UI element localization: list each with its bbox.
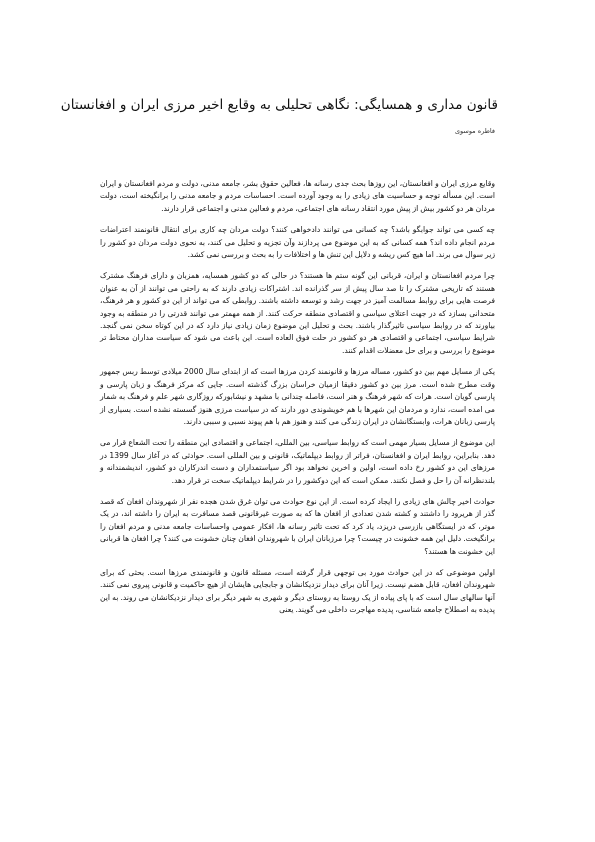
paragraph: حوادث اخیر چالش های زیادی را ایجاد کرده است. از این نوع حوادث می توان غرق شدن هجده نفر از شهروندان افغان که قصد گذر از هریرود را داشتند و کشته شدن تعدادی از افغان ها که به صورت غیرقانونی قصد مسافرت به ایران را داشته اند، در یک موتر، که در ایستگاهی بازرسی دریزد، یاد کرد که تحت تاثیر رسانه ها، افکار عمومی واحساسات جامعه مدنی و مردم افغان را برانگیخت. دلیل این همه خشونت در چیست؟ چرا مرزبانان ایران با شهروندان افغان چنان خشونت می کنند؟ چرا افغان ها قربانی این خشونت ها هستند؟ [100, 496, 495, 556]
paragraph: چرا مردم افغانستان و ایران، قربانی این گونه ستم ها هستند؟ در حالی که دو کشور همسایه، همزبان و دارای فرهنگ مشترک هستند که تاریخی مشترک را تا صد سال پیش از سر گذرانده اند. اشتراکات زیادی دارند که به راحتی می توانند از آن به عنوان فرصت هایی برای روابط مسالمت آمیز در جهت رشد و توسعه داشته باشند. روابطی که می تواند از این دو کشور و هر فرهنگ، متحدانی بسازد که در جهت اعتلای سیاسی و اقتصادی منطقه حرکت کنند. از همه مهمتر می توانند قدرتی را در منطقه به وجود بیاورند که در روابط سیاسی تاثیرگذار باشند. بحث و تحلیل این موضوع زمان زیادی نیاز دارد که در این کوتاه سخن نمی گنجد. شرایط سیاسی، اجتماعی و اقتصادی هر دو کشور در حلت فوق العاده است. این باعث می شود که سیاست مداران محتاط تر موضوع را بررسی و برای حل معضلات اقدام کنند. [100, 271, 495, 355]
paragraph: این موضوع از مسایل بسیار مهمی است که روابط سیاسی، بین المللی، اجتماعی و اقتصادی این منطقه را تحت الشعاع قرار می دهد. بنابراین، روابط ایران و افغانستان، فراتر از روابط دیپلماتیک، قانونی و بین المللی است. حوادثی که در آغاز سال 1399 در مرزهای این دو کشور رخ داده است، اولین و اخرین نخواهد بود اگر سیاستمداران و دست اندرکاران دو کشور، اندیشمندانه و بلندنظرانه آن را حل و فصل نکنند. ممکن است که این دوکشور را در شرایط دیپلماتیک سخت تر قرار دهد. [100, 438, 495, 485]
article-body [100, 178, 495, 626]
paragraph: چه کسی می تواند جوابگو باشد؟ چه کسانی می توانند دادخواهی کنند؟ دولت مردان چه کاری برای انتقال قانونمند اعتراضات مردم انجام داده اند؟ همه کسانی که به این موضوع می پردازند وآن تجزیه و تحلیل می کنند، به نحوی دولت مردان دو کشور را زیر سوال می برند. اما هیچ کس ریشه و دلایل این تنش ها و اختلافات را به بحث و بررسی نمی کشد. [100, 225, 495, 260]
paragraph: وقایع مرزی ایران و افغانستان، این روزها بحث جدی رسانه ها، فعالین حقوق بشر، جامعه مدنی، دولت و مردم افغانستان و ایران است. این مسأله توجه و حساسیت های زیادی را به وجود آورده است. احساسات مردم و جامعه مدنی را برانگیخته است، دولت مردان هر دو کشور بیش از پیش مورد انتقاد رسانه های اجتماعی، مردم و فعالین مدنی و اجتماعی قرار دارند. [100, 179, 495, 213]
page-title: قانون مداری و همسایگی: نگاهی تحلیلی به وقایع اخیر مرزی ایران و افغانستان [60, 97, 498, 113]
paragraph: یکی از مسایل مهم بین دو کشور، مساله مرزها و قانونمند کردن مرزها است که از ابتدای سال 2000 میلادی توسط ربس جمهور وقت مطرح شده است. مرز بین دو کشور دقیقا ازمیان خراسان بزرگ گذشته است. جایی که مرکز فرهنگ و زبان پارسی و پارسی گویان است. هرات که شهر فرهنگ و هنر است، فاصله چندانی با مشهد و نیشابورکه روزگاری شهر علم و فرهنگ به شمار می امده است، ندارد و مردمان این شهرها با هم خویشوندی دور دارند که در سیاست مرزی هنوز گسسته نشده است. بسیاری از پارسی زبانان هرات، وابستگانشان در ایران زندگی می کنند و هنوز هم با هم پیوند نسبی و سببی دارند. [100, 367, 496, 426]
author-name: فاطره موسوی [454, 127, 495, 135]
paragraph: اولین موضوعی که در این حوادث مورد بی توجهی قرار گرفته است، مسئله قانون و قانونمندی مرزها است. بحثی که برای شهروندان افغان، قابل هضم نیست. زیرا آنان برای دیدار نزدیکانشان و جابجایی هایشان از هیچ حاکمیت و قانونی پیروی نمی کنند. آنها سالهای سال است که با پای پیاده از یک روستا به روستای دیگر و شهری به شهر دیگر برای دیدار نزدیکانشان می روند. به این پدیده به اصطلاح جامعه شناسی، پدیده مهاجرت داخلی می گویند. یعنی [100, 567, 495, 615]
